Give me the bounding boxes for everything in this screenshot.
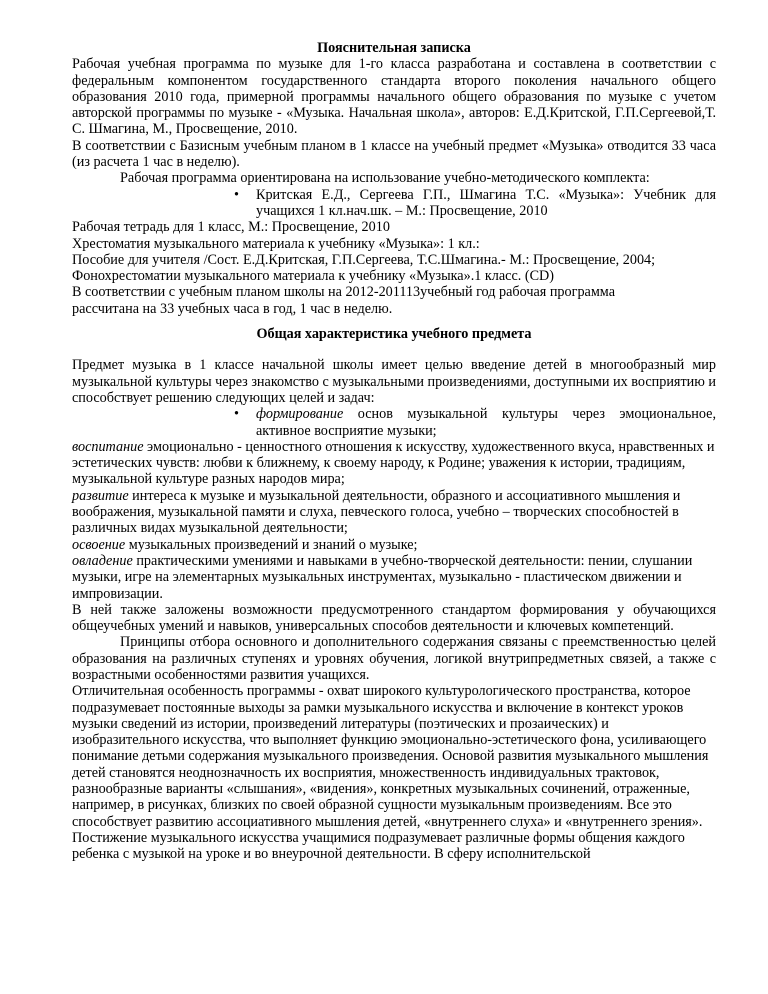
bullet-icon: • xyxy=(234,186,239,203)
goal-text: музыкальных произведений и знаний о музыке; xyxy=(125,536,418,553)
goal-text: эмоционально - ценностного отношения к искусству, художественного вкуса, нравственных и эстетических чувств: любви к ближнему, к своему народу, к Родине; уважения к истории, традициям, музыкальной культуре разных народов мира; xyxy=(72,438,715,488)
goal-term: воспитание xyxy=(72,438,144,455)
umk-bullet-text: Критская Е.Д., Сергеева Г.П., Шмагина Т.С. «Музыка»: Учебник для учащихся 1 кл.нач.шк. – М.: Просвещение, 2010 xyxy=(256,186,716,219)
umk-line: Фонохрестоматии музыкального материала к учебнику «Музыка».1 класс. (CD) xyxy=(72,268,554,285)
goal-text: интереса к музыке и музыкальной деятельности, образного и ассоциативного мышления и воображения, музыкальной памяти и слуха, певческого голоса, учебно – творческих способностей в различных видах музыкальной деятельности; xyxy=(72,487,681,537)
goal-term: овладение xyxy=(72,552,133,569)
umk-line: Рабочая тетрадь для 1 класс, М.: Просвещение, 2010 xyxy=(72,219,390,236)
goal-bullet-item xyxy=(232,406,716,439)
umk-line: Хрестоматия музыкального материала к учебнику «Музыка»: 1 кл.: xyxy=(72,235,480,252)
goal-bullet-text xyxy=(256,406,716,439)
intro-paragraph: Рабочая учебная программа по музыке для 1-го класса разработана и составлена в соответствии с федеральным компонентом государственного стандарта второго поколения начального общего образования 2010 года, примерной программы начального общего образования по музыке с учетом авторской программы по музыке - «Музыка. Начальная школа», авторов: Е.Д.Критской, Г.П.Сергеевой,Т. С. Шмагина, М., Просвещение, 2010. xyxy=(72,56,716,138)
umk-intro: Рабочая программа ориентирована на использование учебно-методического комплекта: xyxy=(120,170,650,187)
subject-intro: Предмет музыка в 1 классе начальной школы имеет целью введение детей в многообразный мир музыкальной культуры через знакомство с музыкальными произведениями, доступными их восприятию и способствует решению следующих целей и задач: xyxy=(72,357,716,406)
goal-term: освоение xyxy=(72,536,126,553)
goal-text: практическими умениями и навыками в учебно-творческой деятельности: пении, слушании музыки, игре на элементарных музыкальных инструментах, музыкально - пластическом движении и импровизации. xyxy=(72,552,693,602)
last-paragraph: Постижение музыкального искусства учащимися подразумевает различные формы общения каждого ребенка с музыкой на уроке и во внеурочной деятельности. В сферу исполнительской xyxy=(72,829,685,863)
goal-paragraph xyxy=(72,537,716,553)
goal-paragraph xyxy=(72,488,716,537)
principles-paragraph: Принципы отбора основного и дополнительного содержания связаны с преемственностью целей образования на различных ступенях и уровнях обучения, логикой внутрипредметных связей, а также с возрастными особенностями развития учащихся. xyxy=(72,634,716,683)
goal-paragraph xyxy=(72,439,716,488)
distinctive-paragraph: Отличительная особенность программы - охват широкого культурологического пространства, которое подразумевает постоянные выходы за рамки музыкального искусства и включение в контекст уроков музыки сведений из истории, произведений литературы (поэтических и прозаических) и изобразительного искусства, что выполняет функцию эмоционально-эстетического фона, усиливающего понимание детьми содержания музыкального произведения. Основой развития музыкального мышления детей становятся неоднозначность их восприятия, множественность индивидуальных трактовок, разнообразные варианты «слышания», «видения», конкретных музыкальных сочинений, отраженные, например, в рисунках, близких по своей образной сущности музыкальным произведениям. Все это способствует развитию ассоциативного мышления детей, «внутреннего слуха» и «внутреннего зрения». xyxy=(72,683,709,830)
goal-term: формирование xyxy=(256,406,344,423)
goal-term: развитие xyxy=(72,487,129,504)
umk-bullet-item xyxy=(232,187,716,220)
goal-paragraph xyxy=(72,553,716,602)
plan-line: В соответствии с учебным планом школы на 2012-201113учебный год рабочая программа xyxy=(72,284,615,301)
goal-text: основ музыкальной культуры через эмоциональное, активное восприятие музыки; xyxy=(256,406,716,439)
standard-paragraph: В ней также заложены возможности предусмотренного стандартом формирования у обучающихся общеучебных умений и навыков, универсальных способов деятельности и ключевых компетенций. xyxy=(72,601,716,635)
plan-line: рассчитана на 33 учебных часа в год, 1 час в неделю. xyxy=(72,300,393,317)
section-title: Общая характеристика учебного предмета xyxy=(256,326,532,343)
page-title: Пояснительная записка xyxy=(317,40,471,56)
hours-paragraph: В соответствии с Базисным учебным планом в 1 классе на учебный предмет «Музыка» отводится 33 часа (из расчета 1 час в неделю). xyxy=(72,137,716,171)
bullet-icon: • xyxy=(234,406,239,423)
umk-line: Пособие для учителя /Сост. Е.Д.Критская, Г.П.Сергеева, Т.С.Шмагина.- М.: Просвещение, 2004; xyxy=(72,251,656,268)
